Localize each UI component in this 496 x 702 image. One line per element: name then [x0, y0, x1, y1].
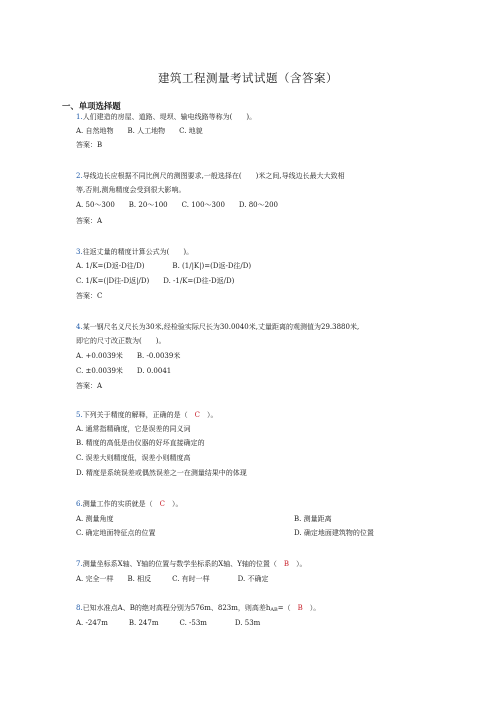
question-1-options: A. 自然地物 B. 人工地物 C. 地貌	[76, 127, 203, 135]
answer-mark: C	[152, 500, 173, 508]
question-3-options-2: C. 1/K=(|D往-D返|/D) D. -1/K=(D往-D返/D)	[76, 277, 235, 285]
question-4-options-1: A. +0.0039米 B. -0.0039米	[76, 352, 181, 360]
question-number: 1.	[76, 113, 83, 121]
question-number: 7.	[76, 560, 83, 568]
question-8-options: A. -247m B. 247m C. -53m D. 53m	[76, 619, 261, 627]
question-number: 3.	[76, 248, 83, 256]
section-heading: 一、单项选择题	[62, 101, 121, 111]
question-number: 5.	[76, 411, 83, 419]
answer-mark: B	[276, 560, 297, 568]
answer-mark: B	[290, 604, 310, 612]
question-2-options: A. 50～300 B. 20～100 C. 100～300 D. 80～200	[76, 201, 278, 209]
document-title: 建筑工程测量考试试题（含答案）	[158, 71, 338, 85]
question-6-stem: 6.测量工作的实质就是（ C ）。	[76, 500, 183, 508]
question-2-stem-cont: 等,否则,测角精度会受到很大影响。	[76, 186, 186, 194]
question-6-options-2: C. 确定地面特征点的位置 D. 确定地面建筑物的位置	[76, 529, 374, 537]
question-number: 4.	[76, 323, 83, 331]
question-2-stem: 2.导线边长应根据不同比例尺的测图要求,一般选择在( )米之间,导线边长最大大致相	[76, 172, 345, 180]
question-1-stem: 1.人们建造的房屋、道路、堤坝、输电线路等称为( )。	[76, 113, 257, 121]
question-7-stem: 7.测量坐标系X轴、Y轴的位置与数学坐标系的X轴、Y轴的位置（ B ）。	[76, 560, 307, 568]
question-5-option-a: A. 通常指精确度，它是误差的同义词	[76, 425, 191, 433]
question-4-answer: 答案：A	[76, 382, 103, 390]
question-3-stem: 3.往返丈量的精度计算公式为( )。	[76, 248, 194, 256]
answer-mark: C	[187, 411, 208, 419]
question-5-option-b: B. 精度的高低是由仪器的好坏直接确定的	[76, 439, 205, 447]
question-5-option-c: C. 误差大则精度低，误差小则精度高	[76, 454, 191, 462]
question-2-answer: 答案：A	[76, 217, 103, 225]
question-4-stem-cont: 即它的尺寸改正数为( )。	[76, 337, 166, 345]
question-number: 8.	[76, 604, 83, 612]
question-4-options-2: C. ±0.0039米 D. 0.0041	[76, 367, 172, 375]
question-5-option-d: D. 精度是系统误差或偶然误差之一在测量结果中的体现	[76, 469, 247, 477]
question-7-options: A. 完全一样 B. 相反 C. 有时一样 D. 不确定	[76, 575, 269, 583]
question-number: 2.	[76, 172, 83, 180]
question-6-options-1: A. 测量角度 B. 测量距离	[76, 515, 332, 523]
subscript: AB	[270, 607, 278, 613]
question-8-stem: 8.已知水准点A、B的绝对高程分别为576m、823m，则高差$h_{AB}=$（ B ）。	[76, 604, 321, 613]
question-1-answer: 答案：B	[76, 141, 103, 149]
question-5-stem: 5.下列关于精度的解释，正确的是（ C ）。	[76, 411, 218, 419]
question-4-stem: 4.某一钢尺名义尺长为30米,经检验实际尺长为30.0040米,丈量距离的观测值为29.3880米,	[76, 323, 360, 331]
question-3-answer: 答案：C	[76, 292, 103, 300]
question-3-options-1: A. 1/K=(D返-D往/D) B. (1/|K|)=(D返-D往/D)	[76, 262, 252, 270]
question-number: 6.	[76, 500, 83, 508]
